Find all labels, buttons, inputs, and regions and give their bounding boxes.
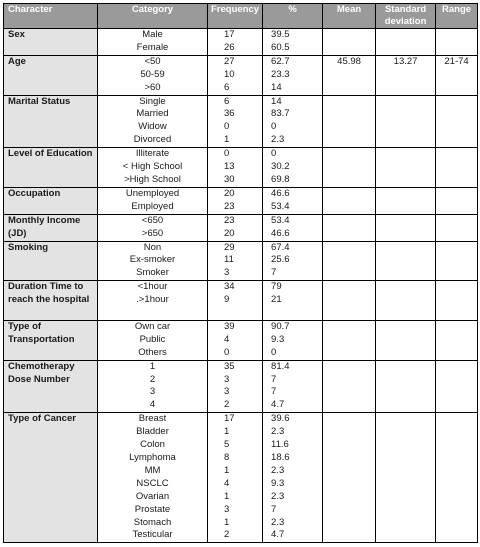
percent-cell: 4.7 <box>263 529 323 542</box>
mean-cell <box>323 347 376 360</box>
category-cell: >650 <box>98 228 208 241</box>
mean-cell <box>323 413 376 426</box>
sd-cell <box>376 426 436 439</box>
sd-cell <box>376 504 436 517</box>
sd-cell <box>376 529 436 542</box>
frequency-cell: 26 <box>208 42 263 55</box>
range-cell <box>436 214 478 227</box>
sd-cell <box>376 347 436 360</box>
percent-cell: 25.6 <box>263 254 323 267</box>
sd-cell <box>376 334 436 347</box>
frequency-cell: 29 <box>208 241 263 254</box>
mean-cell <box>323 504 376 517</box>
frequency-cell <box>208 307 263 320</box>
frequency-cell: 34 <box>208 281 263 294</box>
frequency-cell: 20 <box>208 187 263 200</box>
sd-cell <box>376 42 436 55</box>
range-cell <box>436 148 478 161</box>
percent-cell: 2.3 <box>263 491 323 504</box>
mean-cell <box>323 254 376 267</box>
frequency-cell: 4 <box>208 334 263 347</box>
percent-cell: 4.7 <box>263 399 323 412</box>
range-cell <box>436 504 478 517</box>
character-cell: Smoking <box>4 241 98 281</box>
range-cell <box>436 228 478 241</box>
mean-cell <box>323 187 376 200</box>
frequency-cell: 30 <box>208 174 263 187</box>
mean-cell <box>323 214 376 227</box>
mean-cell <box>323 307 376 320</box>
mean-cell <box>323 161 376 174</box>
frequency-cell: 27 <box>208 55 263 68</box>
sd-cell <box>376 82 436 95</box>
character-cell: Age <box>4 55 98 95</box>
sd-cell <box>376 281 436 294</box>
frequency-cell: 17 <box>208 29 263 42</box>
sd-cell <box>376 187 436 200</box>
sd-cell <box>376 320 436 333</box>
sd-cell <box>376 294 436 307</box>
range-cell <box>436 347 478 360</box>
frequency-cell: 11 <box>208 254 263 267</box>
category-cell: Unemployed <box>98 187 208 200</box>
category-cell: Married <box>98 108 208 121</box>
range-cell <box>436 69 478 82</box>
range-cell <box>436 82 478 95</box>
frequency-cell: 36 <box>208 108 263 121</box>
percent-cell: 81.4 <box>263 360 323 373</box>
percent-cell: 69.8 <box>263 174 323 187</box>
category-cell <box>98 307 208 320</box>
percent-cell: 79 <box>263 281 323 294</box>
mean-cell <box>323 281 376 294</box>
category-cell: < High School <box>98 161 208 174</box>
range-cell <box>436 42 478 55</box>
frequency-cell: 3 <box>208 267 263 280</box>
mean-cell <box>323 386 376 399</box>
header-character: Character <box>4 4 98 29</box>
percent-cell: 21 <box>263 294 323 307</box>
mean-cell <box>323 148 376 161</box>
range-cell <box>436 294 478 307</box>
category-cell: <50 <box>98 55 208 68</box>
category-cell: Prostate <box>98 504 208 517</box>
category-cell: Female <box>98 42 208 55</box>
category-cell: 2 <box>98 374 208 387</box>
sd-cell <box>376 465 436 478</box>
category-cell: 4 <box>98 399 208 412</box>
percent-cell: 46.6 <box>263 228 323 241</box>
character-cell: Level of Education <box>4 148 98 188</box>
category-cell: Own car <box>98 320 208 333</box>
category-cell: Ovarian <box>98 491 208 504</box>
range-cell <box>436 254 478 267</box>
percent-cell: 9.3 <box>263 334 323 347</box>
percent-cell: 2.3 <box>263 517 323 530</box>
frequency-cell: 3 <box>208 504 263 517</box>
frequency-cell: 1 <box>208 491 263 504</box>
character-cell: Monthly Income (JD) <box>4 214 98 241</box>
header-mean: Mean <box>323 4 376 29</box>
percent-cell: 7 <box>263 386 323 399</box>
mean-cell <box>323 360 376 373</box>
percent-cell: 53.4 <box>263 214 323 227</box>
mean-cell <box>323 529 376 542</box>
sd-cell <box>376 254 436 267</box>
frequency-cell: 6 <box>208 82 263 95</box>
range-cell <box>436 529 478 542</box>
range-cell <box>436 29 478 42</box>
percent-cell: 7 <box>263 374 323 387</box>
character-cell: Chemotherapy Dose Number <box>4 360 98 413</box>
frequency-cell: 0 <box>208 347 263 360</box>
percent-cell: 62.7 <box>263 55 323 68</box>
percent-cell: 0 <box>263 347 323 360</box>
percent-cell <box>263 307 323 320</box>
mean-cell <box>323 374 376 387</box>
percent-cell: 7 <box>263 267 323 280</box>
range-cell <box>436 413 478 426</box>
mean-cell <box>323 201 376 214</box>
header-percent: % <box>263 4 323 29</box>
table-row <box>4 214 478 227</box>
percent-cell: 53.4 <box>263 201 323 214</box>
category-cell: Stomach <box>98 517 208 530</box>
sd-cell <box>376 413 436 426</box>
sd-cell <box>376 360 436 373</box>
percent-cell: 39.6 <box>263 413 323 426</box>
sd-cell <box>376 108 436 121</box>
range-cell <box>436 360 478 373</box>
percent-cell: 90.7 <box>263 320 323 333</box>
percent-cell: 0 <box>263 121 323 134</box>
sd-cell <box>376 214 436 227</box>
sd-cell <box>376 478 436 491</box>
percent-cell: 9.3 <box>263 478 323 491</box>
range-cell <box>436 517 478 530</box>
frequency-cell: 35 <box>208 360 263 373</box>
frequency-cell: 3 <box>208 386 263 399</box>
frequency-cell: 2 <box>208 529 263 542</box>
percent-cell: 0 <box>263 148 323 161</box>
sd-cell <box>376 174 436 187</box>
category-cell: .>1hour <box>98 294 208 307</box>
range-cell <box>436 187 478 200</box>
range-cell <box>436 95 478 108</box>
sd-cell <box>376 29 436 42</box>
mean-cell <box>323 108 376 121</box>
percent-cell: 46.6 <box>263 187 323 200</box>
category-cell: MM <box>98 465 208 478</box>
mean-cell <box>323 29 376 42</box>
mean-cell <box>323 399 376 412</box>
frequency-cell: 0 <box>208 121 263 134</box>
sd-cell <box>376 161 436 174</box>
category-cell: NSCLC <box>98 478 208 491</box>
frequency-cell: 23 <box>208 214 263 227</box>
percent-cell: 2.3 <box>263 465 323 478</box>
table-row <box>4 360 478 373</box>
sd-cell <box>376 307 436 320</box>
category-cell: >60 <box>98 82 208 95</box>
range-cell <box>436 374 478 387</box>
table-row <box>4 413 478 426</box>
range-cell <box>436 174 478 187</box>
mean-cell <box>323 478 376 491</box>
range-cell <box>436 386 478 399</box>
frequency-cell: 10 <box>208 69 263 82</box>
range-cell <box>436 399 478 412</box>
range-cell <box>436 439 478 452</box>
category-cell: Widow <box>98 121 208 134</box>
frequency-cell: 1 <box>208 465 263 478</box>
sd-cell <box>376 491 436 504</box>
frequency-cell: 17 <box>208 413 263 426</box>
mean-cell <box>323 228 376 241</box>
sd-cell <box>376 241 436 254</box>
frequency-cell: 9 <box>208 294 263 307</box>
sd-cell <box>376 517 436 530</box>
sd-cell: 13.27 <box>376 55 436 68</box>
header-sd: Standard deviation <box>376 4 436 29</box>
mean-cell <box>323 426 376 439</box>
percent-cell: 83.7 <box>263 108 323 121</box>
range-cell <box>436 161 478 174</box>
percent-cell: 23.3 <box>263 69 323 82</box>
category-cell: Breast <box>98 413 208 426</box>
category-cell: <650 <box>98 214 208 227</box>
percent-cell: 14 <box>263 95 323 108</box>
range-cell <box>436 320 478 333</box>
character-cell: Marital Status <box>4 95 98 148</box>
mean-cell <box>323 95 376 108</box>
frequency-cell: 39 <box>208 320 263 333</box>
sd-cell <box>376 374 436 387</box>
range-cell <box>436 491 478 504</box>
range-cell <box>436 478 478 491</box>
category-cell: Employed <box>98 201 208 214</box>
mean-cell <box>323 294 376 307</box>
character-cell: Type of Transportation <box>4 320 98 360</box>
range-cell <box>436 201 478 214</box>
mean-cell <box>323 42 376 55</box>
table-row <box>4 55 478 68</box>
sd-cell <box>376 452 436 465</box>
mean-cell: 45.98 <box>323 55 376 68</box>
frequency-cell: 20 <box>208 228 263 241</box>
category-cell: Testicular <box>98 529 208 542</box>
header-row <box>4 4 478 29</box>
category-cell: 3 <box>98 386 208 399</box>
frequency-cell: 2 <box>208 399 263 412</box>
mean-cell <box>323 452 376 465</box>
frequency-cell: 1 <box>208 426 263 439</box>
mean-cell <box>323 491 376 504</box>
table-row <box>4 241 478 254</box>
mean-cell <box>323 517 376 530</box>
percent-cell: 39.5 <box>263 29 323 42</box>
category-cell: <1hour <box>98 281 208 294</box>
range-cell <box>436 426 478 439</box>
range-cell <box>436 307 478 320</box>
sd-cell <box>376 201 436 214</box>
mean-cell <box>323 267 376 280</box>
table-body <box>4 29 478 543</box>
sd-cell <box>376 95 436 108</box>
range-cell <box>436 134 478 147</box>
category-cell: Illiterate <box>98 148 208 161</box>
header-range: Range <box>436 4 478 29</box>
table-row <box>4 281 478 294</box>
category-cell: 1 <box>98 360 208 373</box>
sd-cell <box>376 228 436 241</box>
sd-cell <box>376 386 436 399</box>
category-cell: Lymphoma <box>98 452 208 465</box>
mean-cell <box>323 439 376 452</box>
category-cell: Others <box>98 347 208 360</box>
range-cell: 21-74 <box>436 55 478 68</box>
character-cell: Sex <box>4 29 98 56</box>
mean-cell <box>323 134 376 147</box>
percent-cell: 14 <box>263 82 323 95</box>
sd-cell <box>376 134 436 147</box>
category-cell: Public <box>98 334 208 347</box>
range-cell <box>436 465 478 478</box>
characteristics-table <box>3 3 478 543</box>
mean-cell <box>323 334 376 347</box>
mean-cell <box>323 320 376 333</box>
sd-cell <box>376 399 436 412</box>
category-cell: Bladder <box>98 426 208 439</box>
mean-cell <box>323 174 376 187</box>
range-cell <box>436 281 478 294</box>
category-cell: Non <box>98 241 208 254</box>
table-row <box>4 29 478 42</box>
category-cell: Colon <box>98 439 208 452</box>
table-row <box>4 148 478 161</box>
table-row <box>4 187 478 200</box>
percent-cell: 67.4 <box>263 241 323 254</box>
range-cell <box>436 241 478 254</box>
frequency-cell: 4 <box>208 478 263 491</box>
mean-cell <box>323 82 376 95</box>
range-cell <box>436 121 478 134</box>
range-cell <box>436 334 478 347</box>
category-cell: >High School <box>98 174 208 187</box>
frequency-cell: 8 <box>208 452 263 465</box>
frequency-cell: 1 <box>208 517 263 530</box>
percent-cell: 2.3 <box>263 134 323 147</box>
category-cell: Smoker <box>98 267 208 280</box>
category-cell: Male <box>98 29 208 42</box>
mean-cell <box>323 121 376 134</box>
table-row <box>4 320 478 333</box>
sd-cell <box>376 148 436 161</box>
header-frequency: Frequency <box>208 4 263 29</box>
character-cell: Duration Time to reach the hospital <box>4 281 98 321</box>
percent-cell: 60.5 <box>263 42 323 55</box>
category-cell: Single <box>98 95 208 108</box>
sd-cell <box>376 439 436 452</box>
category-cell: Divorced <box>98 134 208 147</box>
mean-cell <box>323 465 376 478</box>
frequency-cell: 5 <box>208 439 263 452</box>
character-cell: Occupation <box>4 187 98 214</box>
range-cell <box>436 108 478 121</box>
mean-cell <box>323 241 376 254</box>
category-cell: 50-59 <box>98 69 208 82</box>
percent-cell: 7 <box>263 504 323 517</box>
character-cell: Type of Cancer <box>4 413 98 543</box>
frequency-cell: 3 <box>208 374 263 387</box>
percent-cell: 18.6 <box>263 452 323 465</box>
table-row <box>4 95 478 108</box>
percent-cell: 2.3 <box>263 426 323 439</box>
percent-cell: 11.6 <box>263 439 323 452</box>
sd-cell <box>376 69 436 82</box>
category-cell: Ex-smoker <box>98 254 208 267</box>
sd-cell <box>376 121 436 134</box>
frequency-cell: 6 <box>208 95 263 108</box>
frequency-cell: 1 <box>208 134 263 147</box>
sd-cell <box>376 267 436 280</box>
percent-cell: 30.2 <box>263 161 323 174</box>
header-category: Category <box>98 4 208 29</box>
frequency-cell: 0 <box>208 148 263 161</box>
frequency-cell: 23 <box>208 201 263 214</box>
frequency-cell: 13 <box>208 161 263 174</box>
range-cell <box>436 267 478 280</box>
mean-cell <box>323 69 376 82</box>
range-cell <box>436 452 478 465</box>
